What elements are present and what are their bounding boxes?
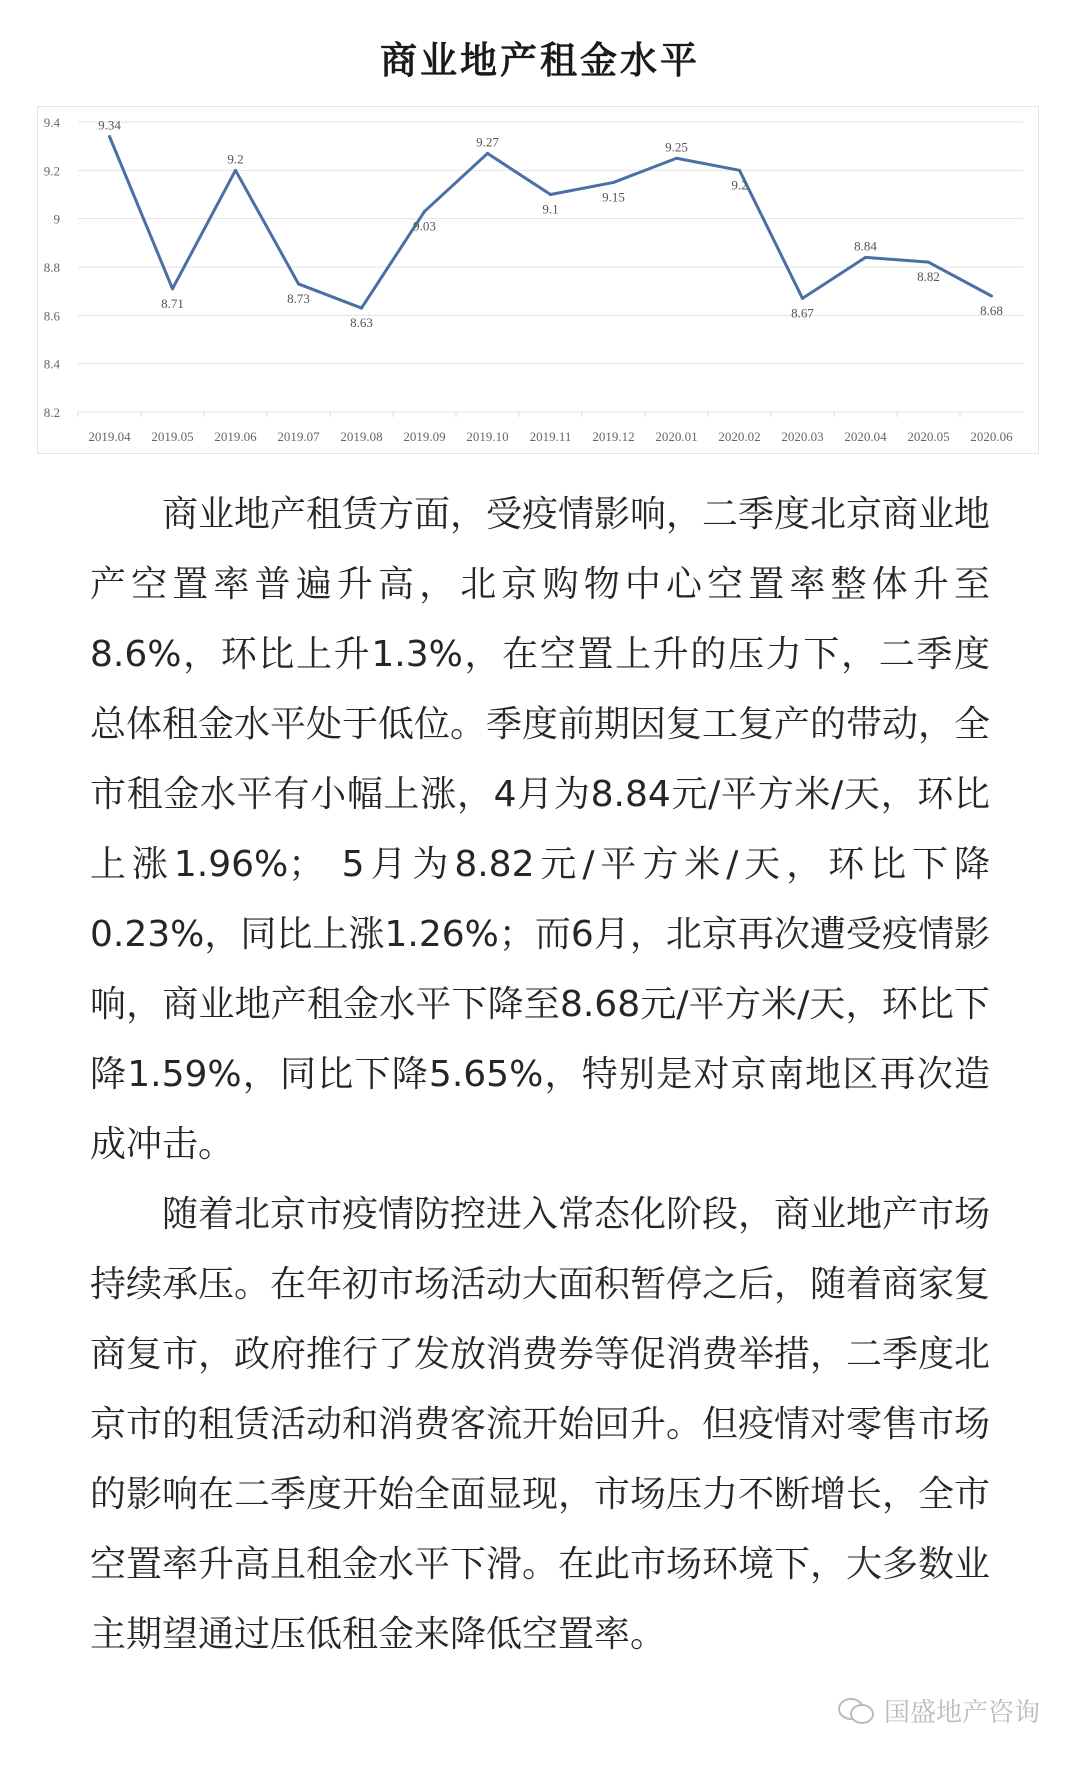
x-tick-label: 2020.05 xyxy=(907,429,950,444)
data-label: 9.15 xyxy=(602,189,625,205)
x-tick-label: 2020.02 xyxy=(718,429,761,444)
y-tick-label: 8.8 xyxy=(43,260,60,275)
data-label: 8.84 xyxy=(854,238,877,254)
data-label: 8.68 xyxy=(980,303,1003,318)
chart-title: 商业地产租金水平 xyxy=(380,39,700,82)
x-tick-label: 2020.04 xyxy=(844,429,887,444)
data-label: 9.03 xyxy=(413,218,436,234)
x-tick-label: 2019.07 xyxy=(277,429,320,444)
data-label: 9.34 xyxy=(98,117,121,133)
data-point xyxy=(927,261,930,264)
x-tick-label: 2019.09 xyxy=(403,429,446,444)
paragraph-1: 商业地产租赁方面，受疫情影响，二季度北京商业地产空置率普遍升高，北京购物中心空置率整体升至8.6%，环比上升1.3%，在空置上升的压力下，二季度总体租金水平处于低位。季度前期因复工复产的带动，全市租金水平有小幅上涨，4月为8.84元/平方米/天，环比上涨1.96%； 5月为8.82元/平方米/天，环比下降0.23%，同比上涨1.26%；而6月，北京再次遭受疫情影响，商业地产租金水平下降至8.68元/平方米/天，环比下降1.59%，同比下降5.65%，特别是对京南地区再次造成冲击。 xyxy=(90,494,991,1165)
paragraph-2: 随着北京市疫情防控进入常态化阶段，商业地产市场持续承压。在年初市场活动大面积暂停之后，随着商家复商复市，政府推行了发放消费券等促消费举措，二季度北京市的租赁活动和消费客流开始回升。但疫情对零售市场的影响在二季度开始全面显现，市场压力不断增长，全市空置率升高且租金水平下滑。在此市场环境下，大多数业主期望通过压低租金来降低空置率。 xyxy=(90,1194,991,1655)
y-tick-label: 9.2 xyxy=(43,163,60,179)
data-label: 9.2 xyxy=(731,177,748,193)
watermark xyxy=(836,1692,1040,1729)
x-tick-label: 2020.03 xyxy=(781,429,824,444)
data-point xyxy=(990,295,993,298)
data-point xyxy=(108,135,111,138)
data-point xyxy=(297,282,300,285)
x-tick-label: 2019.04 xyxy=(88,429,131,444)
data-label: 9.25 xyxy=(665,139,688,155)
y-tick-label: 8.4 xyxy=(43,356,60,372)
x-tick-label: 2019.12 xyxy=(592,429,635,444)
data-point xyxy=(486,152,489,155)
data-label: 9.1 xyxy=(542,201,559,217)
x-tick-label: 2020.06 xyxy=(970,429,1013,444)
line-chart xyxy=(38,107,1038,453)
data-point xyxy=(549,193,552,196)
article-body xyxy=(90,480,990,1670)
y-tick-label: 9.4 xyxy=(43,115,60,130)
data-point xyxy=(612,181,615,184)
data-point xyxy=(423,210,426,213)
data-point xyxy=(171,287,174,290)
data-label: 8.71 xyxy=(161,295,184,311)
wechat-icon xyxy=(836,1696,876,1726)
x-tick-label: 2019.08 xyxy=(340,429,383,444)
data-label: 8.63 xyxy=(350,315,373,331)
y-tick-label: 9 xyxy=(53,211,60,227)
x-tick-label: 2019.06 xyxy=(214,429,257,444)
data-label: 9.2 xyxy=(227,151,244,167)
data-label: 9.27 xyxy=(476,134,499,150)
x-tick-label: 2019.05 xyxy=(151,429,194,444)
watermark-text: 国盛地产咨询 xyxy=(883,1698,1040,1728)
x-tick-label: 2019.10 xyxy=(466,429,509,444)
data-point xyxy=(360,307,363,310)
data-point xyxy=(234,169,237,172)
data-point xyxy=(738,169,741,172)
y-tick-label: 8.6 xyxy=(43,308,60,324)
chart-container xyxy=(37,106,1039,454)
data-label: 8.82 xyxy=(917,269,940,285)
x-tick-label: 2020.01 xyxy=(655,429,698,444)
data-point xyxy=(675,157,678,160)
data-label: 8.73 xyxy=(287,290,310,306)
x-tick-label: 2019.11 xyxy=(529,429,572,444)
data-label: 8.67 xyxy=(791,305,814,321)
data-point xyxy=(864,256,867,259)
data-point xyxy=(801,297,804,300)
y-tick-label: 8.2 xyxy=(43,405,60,420)
